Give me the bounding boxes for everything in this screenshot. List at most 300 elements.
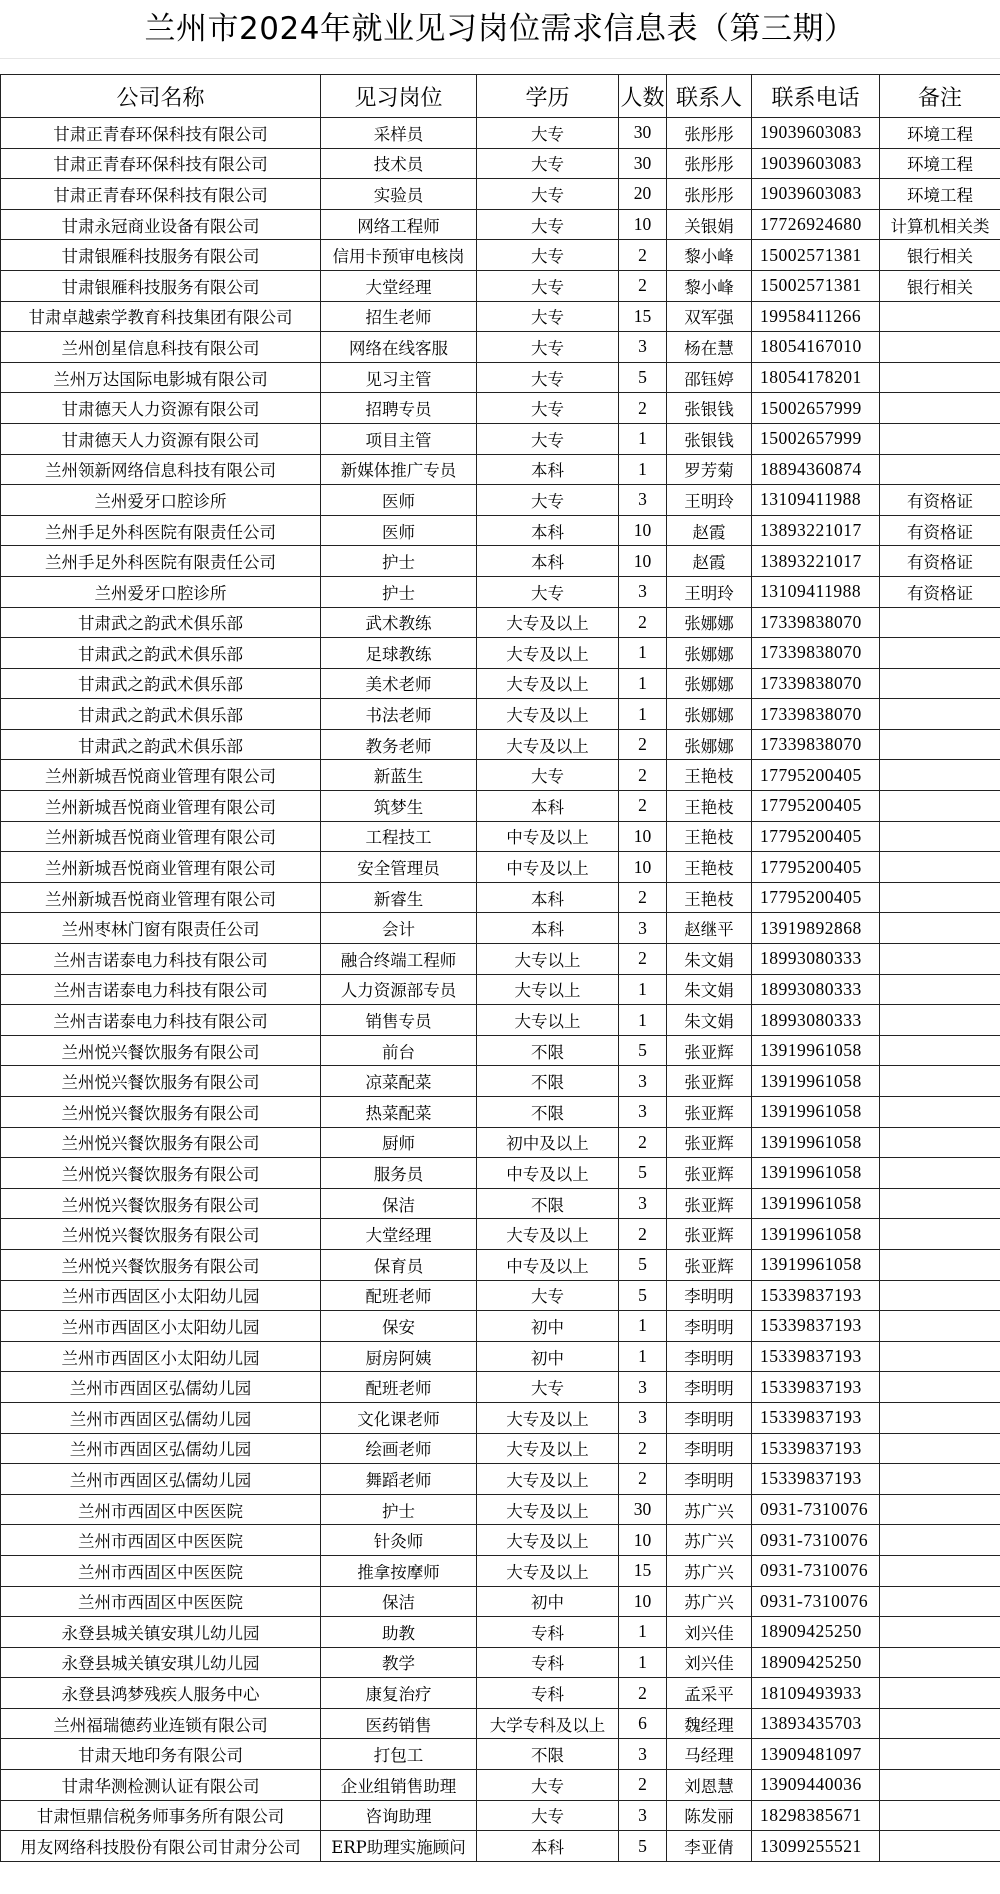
cell-note <box>880 1249 1000 1280</box>
header-company: 公司名称 <box>1 75 321 118</box>
cell-position: 助教 <box>321 1617 477 1648</box>
table-row <box>1 118 1000 149</box>
cell-position: 保洁 <box>321 1586 477 1617</box>
cell-position: 咨询助理 <box>321 1800 477 1831</box>
cell-education: 中专及以上 <box>477 1158 619 1189</box>
cell-count: 2 <box>619 1433 667 1464</box>
cell-position: 凉菜配菜 <box>321 1066 477 1097</box>
cell-count: 5 <box>619 1249 667 1280</box>
table-row <box>1 179 1000 210</box>
cell-phone: 17795200405 <box>752 821 880 852</box>
cell-count: 2 <box>619 270 667 301</box>
cell-count: 3 <box>619 332 667 363</box>
cell-phone: 13893435703 <box>752 1708 880 1739</box>
cell-count: 3 <box>619 1097 667 1128</box>
cell-contact: 刘兴佳 <box>667 1647 752 1678</box>
table-row <box>1 1555 1000 1586</box>
cell-phone: 0931-7310076 <box>752 1494 880 1525</box>
cell-count: 2 <box>619 882 667 913</box>
cell-phone: 15339837193 <box>752 1280 880 1311</box>
cell-count: 10 <box>619 852 667 883</box>
cell-phone: 17339838070 <box>752 699 880 730</box>
cell-phone: 18993080333 <box>752 1005 880 1036</box>
table-row <box>1 1402 1000 1433</box>
cell-position: 舞蹈老师 <box>321 1464 477 1495</box>
table-row <box>1 1800 1000 1831</box>
cell-contact: 陈发丽 <box>667 1800 752 1831</box>
cell-company: 兰州枣林门窗有限责任公司 <box>1 913 321 944</box>
cell-education: 大专 <box>477 393 619 424</box>
cell-phone: 18993080333 <box>752 974 880 1005</box>
spacer <box>0 58 1000 74</box>
cell-position: 融合终端工程师 <box>321 944 477 975</box>
table-row <box>1 1831 1000 1862</box>
table-row <box>1 485 1000 516</box>
cell-contact: 魏经理 <box>667 1708 752 1739</box>
cell-note <box>880 1708 1000 1739</box>
cell-company: 兰州市西固区中医医院 <box>1 1525 321 1556</box>
cell-company: 甘肃正青春环保科技有限公司 <box>1 148 321 179</box>
cell-note <box>880 1188 1000 1219</box>
cell-phone: 15002657999 <box>752 423 880 454</box>
table-row <box>1 1708 1000 1739</box>
cell-education: 初中 <box>477 1586 619 1617</box>
cell-phone: 13919961058 <box>752 1219 880 1250</box>
cell-phone: 18909425250 <box>752 1647 880 1678</box>
cell-phone: 19039603083 <box>752 148 880 179</box>
cell-note <box>880 1341 1000 1372</box>
cell-contact: 苏广兴 <box>667 1525 752 1556</box>
cell-note <box>880 1831 1000 1862</box>
cell-count: 15 <box>619 1555 667 1586</box>
cell-company: 兰州悦兴餐饮服务有限公司 <box>1 1158 321 1189</box>
cell-phone: 19958411266 <box>752 301 880 332</box>
cell-contact: 刘恩慧 <box>667 1770 752 1801</box>
cell-count: 2 <box>619 1464 667 1495</box>
cell-position: 实验员 <box>321 179 477 210</box>
cell-note <box>880 1555 1000 1586</box>
cell-company: 甘肃德天人力资源有限公司 <box>1 393 321 424</box>
table-row <box>1 1525 1000 1556</box>
cell-position: 见习主管 <box>321 362 477 393</box>
cell-phone: 18298385671 <box>752 1800 880 1831</box>
cell-contact: 李亚倩 <box>667 1831 752 1862</box>
cell-company: 兰州吉诺泰电力科技有限公司 <box>1 974 321 1005</box>
cell-count: 3 <box>619 576 667 607</box>
cell-education: 初中 <box>477 1341 619 1372</box>
cell-note <box>880 1770 1000 1801</box>
cell-phone: 13919961058 <box>752 1035 880 1066</box>
cell-company: 甘肃武之韵武术俱乐部 <box>1 699 321 730</box>
cell-count: 10 <box>619 1525 667 1556</box>
cell-position: 护士 <box>321 546 477 577</box>
cell-position: 大堂经理 <box>321 270 477 301</box>
cell-education: 大专及以上 <box>477 668 619 699</box>
table-row <box>1 270 1000 301</box>
cell-note: 计算机相关类 <box>880 209 1000 240</box>
cell-company: 兰州新城吾悦商业管理有限公司 <box>1 852 321 883</box>
cell-education: 大专及以上 <box>477 638 619 669</box>
cell-education: 不限 <box>477 1097 619 1128</box>
cell-company: 兰州悦兴餐饮服务有限公司 <box>1 1097 321 1128</box>
header-contact: 联系人 <box>667 75 752 118</box>
cell-note <box>880 362 1000 393</box>
cell-company: 甘肃银雁科技服务有限公司 <box>1 270 321 301</box>
cell-note <box>880 1280 1000 1311</box>
table-row <box>1 821 1000 852</box>
cell-position: 武术教练 <box>321 607 477 638</box>
table-row <box>1 1586 1000 1617</box>
cell-position: 采样员 <box>321 118 477 149</box>
cell-phone: 17339838070 <box>752 668 880 699</box>
cell-education: 本科 <box>477 454 619 485</box>
table-row <box>1 1617 1000 1648</box>
cell-position: 康复治疗 <box>321 1678 477 1709</box>
cell-education: 大专 <box>477 270 619 301</box>
cell-position: 大堂经理 <box>321 1219 477 1250</box>
cell-phone: 15339837193 <box>752 1311 880 1342</box>
table-row <box>1 515 1000 546</box>
cell-company: 甘肃正青春环保科技有限公司 <box>1 179 321 210</box>
cell-company: 兰州悦兴餐饮服务有限公司 <box>1 1188 321 1219</box>
cell-note <box>880 607 1000 638</box>
cell-note: 银行相关 <box>880 270 1000 301</box>
cell-contact: 赵霞 <box>667 515 752 546</box>
cell-contact: 马经理 <box>667 1739 752 1770</box>
cell-phone: 18109493933 <box>752 1678 880 1709</box>
cell-count: 1 <box>619 699 667 730</box>
cell-education: 中专及以上 <box>477 852 619 883</box>
cell-education: 大专 <box>477 1372 619 1403</box>
cell-position: 书法老师 <box>321 699 477 730</box>
table-row <box>1 974 1000 1005</box>
cell-contact: 黎小峰 <box>667 270 752 301</box>
cell-count: 1 <box>619 668 667 699</box>
cell-contact: 张银钱 <box>667 393 752 424</box>
cell-position: 前台 <box>321 1035 477 1066</box>
table-row <box>1 332 1000 363</box>
cell-contact: 杨在慧 <box>667 332 752 363</box>
cell-education: 大专 <box>477 423 619 454</box>
cell-company: 兰州市西固区弘儒幼儿园 <box>1 1464 321 1495</box>
table-row <box>1 1097 1000 1128</box>
cell-position: 配班老师 <box>321 1280 477 1311</box>
cell-company: 用友网络科技股份有限公司甘肃分公司 <box>1 1831 321 1862</box>
cell-position: 安全管理员 <box>321 852 477 883</box>
cell-phone: 19039603083 <box>752 179 880 210</box>
table-row <box>1 1249 1000 1280</box>
cell-contact: 王明玲 <box>667 576 752 607</box>
cell-contact: 黎小峰 <box>667 240 752 271</box>
cell-count: 2 <box>619 1770 667 1801</box>
cell-phone: 17339838070 <box>752 638 880 669</box>
cell-position: 针灸师 <box>321 1525 477 1556</box>
cell-contact: 张亚辉 <box>667 1066 752 1097</box>
cell-company: 兰州手足外科医院有限责任公司 <box>1 546 321 577</box>
cell-position: 工程技工 <box>321 821 477 852</box>
cell-phone: 15002571381 <box>752 270 880 301</box>
cell-note <box>880 1035 1000 1066</box>
cell-company: 兰州市西固区小太阳幼儿园 <box>1 1280 321 1311</box>
cell-contact: 王明玲 <box>667 485 752 516</box>
cell-position: 教务老师 <box>321 729 477 760</box>
cell-phone: 13109411988 <box>752 485 880 516</box>
cell-phone: 18909425250 <box>752 1617 880 1648</box>
cell-company: 甘肃德天人力资源有限公司 <box>1 423 321 454</box>
table-row <box>1 1494 1000 1525</box>
cell-count: 1 <box>619 1647 667 1678</box>
table-row <box>1 1127 1000 1158</box>
cell-note <box>880 1464 1000 1495</box>
table-row <box>1 1372 1000 1403</box>
cell-note <box>880 1158 1000 1189</box>
cell-contact: 王艳枝 <box>667 821 752 852</box>
cell-position: 推拿按摩师 <box>321 1555 477 1586</box>
cell-phone: 13909481097 <box>752 1739 880 1770</box>
cell-education: 大专及以上 <box>477 1402 619 1433</box>
cell-count: 1 <box>619 638 667 669</box>
cell-education: 本科 <box>477 515 619 546</box>
cell-position: ERP助理实施顾问 <box>321 1831 477 1862</box>
cell-note <box>880 699 1000 730</box>
cell-position: 绘画老师 <box>321 1433 477 1464</box>
table-row <box>1 1433 1000 1464</box>
cell-position: 新蓝生 <box>321 760 477 791</box>
cell-contact: 李明明 <box>667 1464 752 1495</box>
table-row <box>1 913 1000 944</box>
cell-position: 医师 <box>321 515 477 546</box>
table-row <box>1 1647 1000 1678</box>
cell-note <box>880 454 1000 485</box>
cell-phone: 13919961058 <box>752 1097 880 1128</box>
cell-company: 甘肃武之韵武术俱乐部 <box>1 668 321 699</box>
cell-contact: 张亚辉 <box>667 1249 752 1280</box>
cell-count: 30 <box>619 1494 667 1525</box>
cell-contact: 苏广兴 <box>667 1555 752 1586</box>
cell-company: 甘肃卓越索学教育科技集团有限公司 <box>1 301 321 332</box>
cell-position: 配班老师 <box>321 1372 477 1403</box>
cell-company: 兰州市西固区中医医院 <box>1 1494 321 1525</box>
cell-contact: 王艳枝 <box>667 852 752 883</box>
cell-note <box>880 332 1000 363</box>
cell-note <box>880 1617 1000 1648</box>
cell-count: 5 <box>619 362 667 393</box>
cell-education: 大专 <box>477 1800 619 1831</box>
cell-company: 兰州市西固区中医医院 <box>1 1555 321 1586</box>
cell-count: 2 <box>619 1127 667 1158</box>
header-count: 人数 <box>619 75 667 118</box>
table-row <box>1 852 1000 883</box>
cell-company: 兰州市西固区中医医院 <box>1 1586 321 1617</box>
cell-education: 不限 <box>477 1739 619 1770</box>
cell-position: 服务员 <box>321 1158 477 1189</box>
table-row <box>1 1770 1000 1801</box>
cell-note <box>880 852 1000 883</box>
cell-contact: 李明明 <box>667 1280 752 1311</box>
cell-position: 筑梦生 <box>321 791 477 822</box>
cell-position: 厨师 <box>321 1127 477 1158</box>
table-row <box>1 1066 1000 1097</box>
cell-contact: 李明明 <box>667 1402 752 1433</box>
cell-education: 专科 <box>477 1617 619 1648</box>
cell-phone: 17726924680 <box>752 209 880 240</box>
cell-count: 10 <box>619 1586 667 1617</box>
cell-count: 2 <box>619 1219 667 1250</box>
header-education: 学历 <box>477 75 619 118</box>
cell-education: 大专及以上 <box>477 1219 619 1250</box>
cell-position: 企业组销售助理 <box>321 1770 477 1801</box>
cell-contact: 张娜娜 <box>667 668 752 699</box>
cell-contact: 李明明 <box>667 1341 752 1372</box>
cell-position: 招生老师 <box>321 301 477 332</box>
table-row <box>1 546 1000 577</box>
cell-phone: 13893221017 <box>752 515 880 546</box>
cell-education: 大专及以上 <box>477 699 619 730</box>
cell-company: 兰州万达国际电影城有限公司 <box>1 362 321 393</box>
cell-note <box>880 1311 1000 1342</box>
cell-note: 有资格证 <box>880 576 1000 607</box>
cell-count: 3 <box>619 485 667 516</box>
cell-note <box>880 1494 1000 1525</box>
cell-contact: 张彤彤 <box>667 148 752 179</box>
cell-count: 15 <box>619 301 667 332</box>
table-row <box>1 240 1000 271</box>
cell-note <box>880 1127 1000 1158</box>
cell-education: 大专以上 <box>477 1005 619 1036</box>
cell-education: 大专 <box>477 1280 619 1311</box>
table-row <box>1 1188 1000 1219</box>
cell-contact: 朱文娟 <box>667 944 752 975</box>
table-row <box>1 729 1000 760</box>
cell-company: 兰州悦兴餐饮服务有限公司 <box>1 1035 321 1066</box>
cell-company: 兰州手足外科医院有限责任公司 <box>1 515 321 546</box>
cell-company: 兰州新城吾悦商业管理有限公司 <box>1 791 321 822</box>
cell-position: 人力资源部专员 <box>321 974 477 1005</box>
cell-count: 3 <box>619 1402 667 1433</box>
cell-note: 环境工程 <box>880 118 1000 149</box>
cell-company: 永登县城关镇安琪儿幼儿园 <box>1 1647 321 1678</box>
table-row <box>1 1341 1000 1372</box>
cell-education: 大专及以上 <box>477 1525 619 1556</box>
cell-position: 技术员 <box>321 148 477 179</box>
cell-position: 保育员 <box>321 1249 477 1280</box>
cell-position: 美术老师 <box>321 668 477 699</box>
cell-company: 甘肃正青春环保科技有限公司 <box>1 118 321 149</box>
cell-note <box>880 638 1000 669</box>
table-row <box>1 393 1000 424</box>
header-position: 见习岗位 <box>321 75 477 118</box>
cell-phone: 19039603083 <box>752 118 880 149</box>
cell-count: 3 <box>619 913 667 944</box>
table-body <box>1 118 1000 1862</box>
cell-company: 兰州新城吾悦商业管理有限公司 <box>1 882 321 913</box>
cell-phone: 15339837193 <box>752 1341 880 1372</box>
cell-company: 兰州爱牙口腔诊所 <box>1 576 321 607</box>
cell-contact: 赵继平 <box>667 913 752 944</box>
cell-phone: 18894360874 <box>752 454 880 485</box>
cell-contact: 双军强 <box>667 301 752 332</box>
cell-count: 1 <box>619 454 667 485</box>
cell-count: 2 <box>619 607 667 638</box>
cell-company: 兰州福瑞德药业连锁有限公司 <box>1 1708 321 1739</box>
table-row <box>1 668 1000 699</box>
cell-education: 中专及以上 <box>477 821 619 852</box>
cell-phone: 17795200405 <box>752 791 880 822</box>
cell-company: 兰州领新网络信息科技有限公司 <box>1 454 321 485</box>
table-row <box>1 1280 1000 1311</box>
cell-phone: 15339837193 <box>752 1372 880 1403</box>
cell-contact: 邵钰婷 <box>667 362 752 393</box>
cell-education: 大专 <box>477 760 619 791</box>
cell-education: 大专 <box>477 301 619 332</box>
cell-note <box>880 1402 1000 1433</box>
cell-contact: 张亚辉 <box>667 1188 752 1219</box>
cell-note <box>880 944 1000 975</box>
cell-note <box>880 1678 1000 1709</box>
cell-position: 教学 <box>321 1647 477 1678</box>
cell-education: 大专 <box>477 332 619 363</box>
cell-count: 5 <box>619 1035 667 1066</box>
cell-company: 甘肃武之韵武术俱乐部 <box>1 607 321 638</box>
table-row <box>1 148 1000 179</box>
cell-position: 护士 <box>321 1494 477 1525</box>
internship-table <box>0 74 1000 1862</box>
cell-count: 3 <box>619 1188 667 1219</box>
cell-phone: 0931-7310076 <box>752 1586 880 1617</box>
cell-position: 医药销售 <box>321 1708 477 1739</box>
table-row <box>1 944 1000 975</box>
cell-position: 打包工 <box>321 1739 477 1770</box>
cell-education: 大专及以上 <box>477 1464 619 1495</box>
table-row <box>1 423 1000 454</box>
cell-position: 网络工程师 <box>321 209 477 240</box>
cell-contact: 关银娟 <box>667 209 752 240</box>
cell-count: 1 <box>619 1341 667 1372</box>
cell-phone: 17339838070 <box>752 729 880 760</box>
cell-note <box>880 668 1000 699</box>
cell-company: 甘肃恒鼎信税务师事务所有限公司 <box>1 1800 321 1831</box>
cell-education: 大专 <box>477 179 619 210</box>
cell-contact: 张娜娜 <box>667 607 752 638</box>
cell-education: 初中 <box>477 1311 619 1342</box>
cell-phone: 13919961058 <box>752 1188 880 1219</box>
cell-contact: 刘兴佳 <box>667 1617 752 1648</box>
table-row <box>1 1035 1000 1066</box>
cell-company: 甘肃华测检测认证有限公司 <box>1 1770 321 1801</box>
cell-count: 2 <box>619 1678 667 1709</box>
cell-count: 2 <box>619 240 667 271</box>
cell-phone: 13919961058 <box>752 1066 880 1097</box>
cell-education: 专科 <box>477 1678 619 1709</box>
cell-count: 30 <box>619 118 667 149</box>
cell-education: 本科 <box>477 791 619 822</box>
cell-contact: 张银钱 <box>667 423 752 454</box>
cell-contact: 王艳枝 <box>667 882 752 913</box>
cell-phone: 15339837193 <box>752 1402 880 1433</box>
cell-contact: 张亚辉 <box>667 1127 752 1158</box>
cell-count: 2 <box>619 729 667 760</box>
cell-education: 大专及以上 <box>477 1555 619 1586</box>
cell-education: 不限 <box>477 1035 619 1066</box>
cell-education: 大专及以上 <box>477 1433 619 1464</box>
cell-education: 大专及以上 <box>477 607 619 638</box>
cell-note: 有资格证 <box>880 485 1000 516</box>
cell-education: 大专 <box>477 148 619 179</box>
cell-phone: 17795200405 <box>752 882 880 913</box>
cell-count: 20 <box>619 179 667 210</box>
cell-company: 兰州市西固区弘儒幼儿园 <box>1 1402 321 1433</box>
cell-note <box>880 791 1000 822</box>
